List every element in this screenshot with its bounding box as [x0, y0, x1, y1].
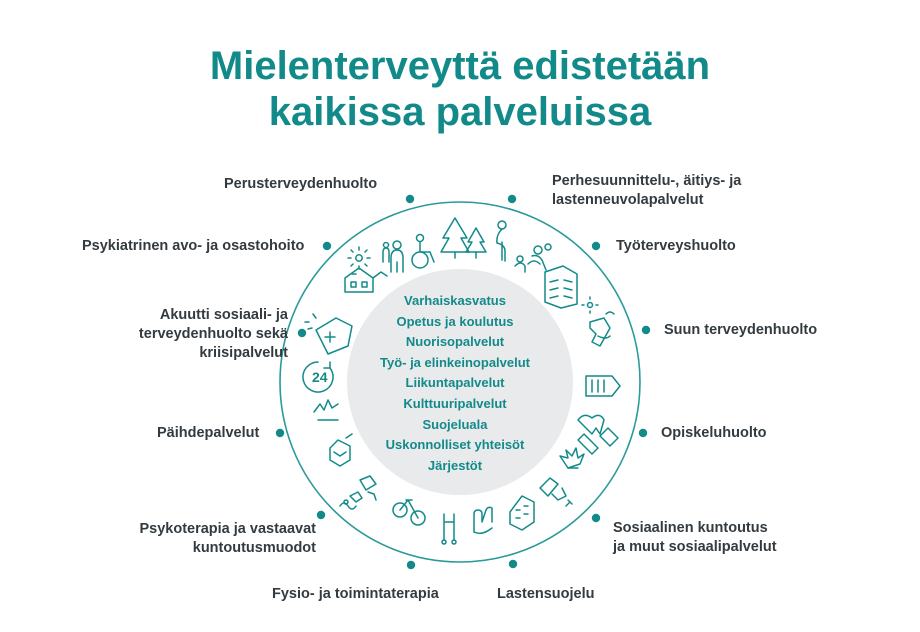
- label-perhesuunnittelu-line-2: lastenneuvolapalvelut: [552, 192, 704, 208]
- dental-icon: [590, 312, 614, 346]
- label-suun-terveydenhuolto: Suun terveydenhuolto: [664, 322, 818, 338]
- dot-perusterveydenhuolto: [406, 195, 414, 203]
- dot-tyoterveyshuolto: [592, 242, 600, 250]
- inner-item-uskonnolliset: Uskonnolliset yhteisöt: [385, 437, 525, 453]
- house-icon: [345, 268, 387, 292]
- person-small-icon: [383, 243, 389, 263]
- family-icon: [515, 244, 551, 272]
- label-akuutti-line-1: Akuutti sosiaali- ja: [159, 307, 288, 323]
- puzzle-icon: [350, 476, 376, 502]
- walker-icon: [442, 514, 456, 544]
- label-perusterveydenhuolto: Perusterveydenhuolto: [224, 176, 378, 192]
- label-psykoterapia-line-2: kuntoutusmuodot: [192, 540, 316, 556]
- inner-item-liikuntapalvelut: Liikuntapalvelut: [405, 375, 505, 391]
- dot-suun: [642, 326, 650, 334]
- label-sosiaalinen-line-2: ja muut sosiaalipalvelut: [613, 539, 777, 555]
- dot-opiskeluhuolto: [639, 429, 647, 437]
- paihde-icon: [330, 434, 352, 466]
- inner-services-list: [355, 291, 555, 476]
- label-fysio: Fysio- ja toimintaterapia: [272, 586, 439, 602]
- label-tyoterveyshuolto: Työterveyshuolto: [616, 238, 736, 254]
- dot-akuutti: [298, 329, 306, 337]
- sun-icon: [348, 247, 370, 269]
- label-psykoterapia-line-1: Psykoterapia ja vastaavat: [139, 521, 316, 537]
- label-opiskeluhuolto: Opiskeluhuolto: [661, 425, 767, 441]
- wave-icon: [340, 500, 356, 509]
- inner-item-jarjestot: Järjestöt: [427, 457, 483, 473]
- label-akuutti-line-2: terveydenhuolto sekä: [138, 326, 288, 342]
- dot-perhesuunnittelu: [508, 195, 516, 203]
- person-icon: [391, 241, 403, 272]
- label-lastensuojelu: Lastensuojelu: [497, 586, 595, 602]
- label-paihdepalvelut: Päihdepalvelut: [157, 425, 260, 441]
- tooth-icon: [578, 415, 604, 434]
- hands-icon: [474, 507, 492, 533]
- sun-small-icon: [582, 297, 598, 313]
- dot-lastensuojelu: [509, 560, 517, 568]
- label-perhesuunnittelu: [552, 172, 741, 210]
- page-title-line-1: Mielenterveyttä edistetään: [209, 44, 711, 88]
- clock-24-text: 24: [312, 369, 328, 385]
- apartment-icon: [510, 496, 534, 530]
- bike-icon: [393, 500, 425, 525]
- wheelchair-icon: [412, 235, 434, 269]
- pregnant-icon: [497, 221, 506, 261]
- inner-item-kulttuuripalvelut: Kulttuuripalvelut: [403, 395, 507, 411]
- label-sosiaalinen: [613, 519, 777, 557]
- trees-icon: [441, 218, 486, 258]
- label-perhesuunnittelu-line-1: Perhesuunnittelu-, äitiys- ja: [552, 173, 742, 189]
- label-psykiatrinen: Psykiatrinen avo- ja osastohoito: [82, 238, 305, 254]
- inner-item-varhaiskasvatus: Varhaiskasvatus: [404, 293, 506, 308]
- inner-item-tyo-elinkeino: Työ- ja elinkeinopalvelut: [379, 354, 530, 370]
- inner-item-nuorisopalvelut: Nuorisopalvelut: [405, 334, 505, 350]
- label-sosiaalinen-line-1: Sosiaalinen kuntoutus: [613, 520, 768, 536]
- label-akuutti-line-3: kriisipalvelut: [199, 345, 288, 361]
- label-akuutti: [120, 306, 288, 363]
- dot-psykoterapia: [317, 511, 325, 519]
- inner-item-opetus: Opetus ja koulutus: [396, 313, 514, 329]
- plant-icon: [560, 448, 584, 468]
- dot-fysio: [407, 561, 415, 569]
- handshake-icon: [314, 400, 338, 420]
- bottle-icon: [540, 478, 572, 506]
- label-psykoterapia: [120, 520, 316, 558]
- dot-sosiaalinen: [592, 514, 600, 522]
- page-title-line-2: kaikissa palveluissa: [268, 90, 652, 134]
- dot-psykiatrinen: [323, 242, 331, 250]
- school-icon: [586, 376, 620, 396]
- inner-item-suojeluala: Suojeluala: [422, 416, 488, 432]
- dot-paihde: [276, 429, 284, 437]
- first-aid-icon: [305, 314, 352, 354]
